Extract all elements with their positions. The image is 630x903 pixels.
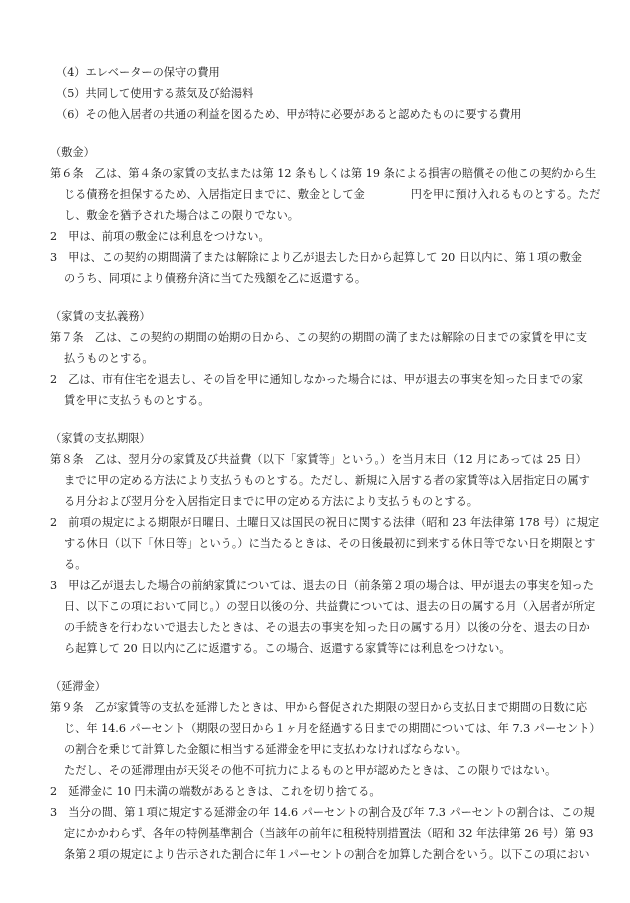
art8-p1-line2: までに甲の定める方法により支払うものとする。ただし、新規に入居する者の家賃等は入居指定日の属す bbox=[64, 474, 590, 487]
art8-p1-line3: る月分および翌月分を入居指定日までに甲の定める方法により支払うものとする。 bbox=[64, 495, 478, 508]
art6-p1-line1: 第６条 乙は、第４条の家賃の支払または第 12 条もしくは第 19 条による損害の賠償その他この契約から生 bbox=[50, 167, 597, 180]
art6-p1-line2-a: じる債務を担保するため、入居指定日までに、敷金として金 bbox=[64, 188, 365, 201]
art7-heading: （家賃の支払義務） bbox=[50, 310, 151, 323]
art7-p2-line2: 賃を甲に支払うものとする。 bbox=[64, 394, 210, 407]
art8-p2-line2: する休日（以下「休日等」という。）に当たるときは、その日後最初に到来する休日等でない日を期限とす bbox=[64, 537, 596, 550]
art9-p3-line3: 条第２項の規定により告示された割合に年１パーセントの割合を加算した割合をいう。以下この項におい bbox=[64, 848, 590, 861]
art6-p3-line1: 3 甲は、この契約の期間満了または解除により乙が退去した日から起算して 20 日以内に、第１項の敷金 bbox=[50, 251, 582, 264]
art8-p1-line1: 第８条 乙は、翌月分の家賃及び共益費（以下「家賃等」という。）を当月末日（12 月にあっては 25 日） bbox=[50, 453, 587, 466]
art9-p1-line2: じ、年 14.6 パーセント（期限の翌日から１ヶ月を経過する日までの期間については、年 7.3 パーセント） bbox=[64, 722, 601, 735]
art6-p1-line2 bbox=[64, 188, 600, 202]
art8-p2-line1: 2 前項の規定による期限が日曜日、土曜日又は国民の祝日に関する法律（昭和 23 年法律第 178 号）に規定 bbox=[50, 516, 600, 529]
art6-p1-line3: し、敷金を猶予された場合はこの限りでない。 bbox=[64, 209, 299, 222]
list-item-5: （5）共同して使用する蒸気及び給湯料 bbox=[56, 87, 254, 100]
art7-p1-line1: 第７条 乙は、この契約の期間の始期の日から、この契約の期間の満了または解除の日までの家賃を甲に支 bbox=[50, 331, 588, 344]
art9-p1-line1: 第９条 乙が家賃等の支払を延滞したときは、甲から督促された期限の翌日から支払日まで期間の日数に応 bbox=[50, 701, 588, 714]
art8-p3-line1: 3 甲は乙が退去した場合の前納家賃については、退去の日（前条第２項の場合は、甲が退去の事実を知った bbox=[50, 579, 594, 592]
art9-p1-line4: ただし、その延滞理由が天災その他不可抗力によるものと甲が認めたときは、この限りではない。 bbox=[64, 764, 557, 777]
art7-p2-line1: 2 乙は、市有住宅を退去し、その旨を甲に通知しなかった場合には、甲が退去の事実を知った日までの家 bbox=[50, 373, 583, 386]
art6-heading: （敷金） bbox=[50, 146, 95, 159]
art8-p3-line4: ら起算して 20 日以内に乙に返還する。この場合、返還する家賃等には利息をつけない。 bbox=[64, 642, 511, 655]
art8-heading: （家賃の支払期限） bbox=[50, 432, 151, 445]
art9-p1-line3: の割合を乗じて計算した金額に相当する延滞金を甲に支払わなければならない。 bbox=[64, 743, 467, 756]
art9-p3-line2: 定にかかわらず、各年の特例基準割合（当該年の前年に租税特別措置法（昭和 32 年法律第 26 号）第 93 bbox=[64, 827, 594, 840]
art9-p3-line1: 3 当分の間、第１項に規定する延滞金の年 14.6 パーセントの割合及び年 7.3 パーセントの割合は、この規 bbox=[50, 806, 595, 819]
art8-p3-line3: の手続きを行わないで退去したときは、その退去の事実を知った日の属する月）以後の分を、退去の日か bbox=[64, 621, 590, 634]
art7-p1-line2: 払うものとする。 bbox=[64, 352, 154, 365]
art9-p2: 2 延滞金に 10 円未満の端数があるときは、これを切り捨てる。 bbox=[50, 785, 381, 798]
art6-p2: 2 甲は、前項の敷金には利息をつけない。 bbox=[50, 230, 270, 243]
art8-p3-line2: 日、以下この項において同じ。）の翌日以後の分、共益費については、退去の日の属する月（入居者が所定 bbox=[64, 600, 596, 613]
art8-p2-line3: る。 bbox=[64, 558, 87, 571]
art6-p1-line2-b: 円を甲に預け入れるものとする。ただ bbox=[410, 188, 601, 201]
list-item-6: （6）その他入居者の共通の利益を図るため、甲が特に必要があると認めたものに要する費用 bbox=[56, 108, 522, 121]
list-item-4: （4）エレベーターの保守の費用 bbox=[56, 66, 220, 79]
art6-p3-line2: のうち、同項により債務弁済に当てた残額を乙に返還する。 bbox=[64, 272, 367, 285]
art9-heading: （延滞金） bbox=[50, 680, 106, 693]
